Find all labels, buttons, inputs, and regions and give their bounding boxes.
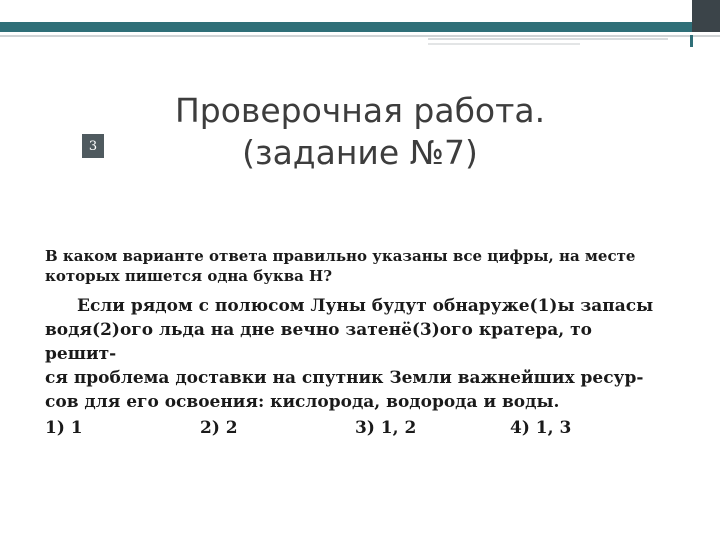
passage-line: сов для его освоения: кислорода, водорода и воды. bbox=[45, 392, 560, 412]
passage-line: Если рядом с полюсом Луны будут обнаруже(1)ы запасы bbox=[77, 296, 654, 316]
slide-title-line-2: (задание №7) bbox=[242, 133, 478, 172]
answer-option-2: 2) 2 bbox=[200, 418, 238, 438]
passage-line: водя(2)ого льда на дне вечно затенё(3)ого кратера, то решит- bbox=[45, 320, 592, 364]
question-line: которых пишется одна буква Н? bbox=[45, 267, 333, 285]
top-accent-bar bbox=[0, 22, 720, 32]
passage-line: ся проблема доставки на спутник Земли важнейших ресур- bbox=[45, 368, 644, 388]
answer-option-1: 1) 1 bbox=[45, 418, 83, 438]
decorative-tick bbox=[690, 35, 693, 47]
question-line: В каком варианте ответа правильно указаны все цифры, на месте bbox=[45, 247, 636, 265]
slide-title-line-1: Проверочная работа. bbox=[174, 91, 546, 130]
answer-options bbox=[45, 416, 665, 440]
task-passage bbox=[45, 294, 665, 414]
answer-option-3: 3) 1, 2 bbox=[355, 418, 417, 438]
slide-title bbox=[150, 90, 570, 174]
decorative-line-short bbox=[428, 43, 580, 45]
decorative-line bbox=[428, 38, 668, 40]
corner-dark-block bbox=[692, 0, 720, 32]
task-question bbox=[45, 246, 665, 286]
top-divider-line bbox=[0, 35, 720, 37]
answer-option-4: 4) 1, 3 bbox=[510, 418, 572, 438]
task-content bbox=[45, 246, 665, 440]
slide-number-badge: 3 bbox=[82, 134, 104, 158]
